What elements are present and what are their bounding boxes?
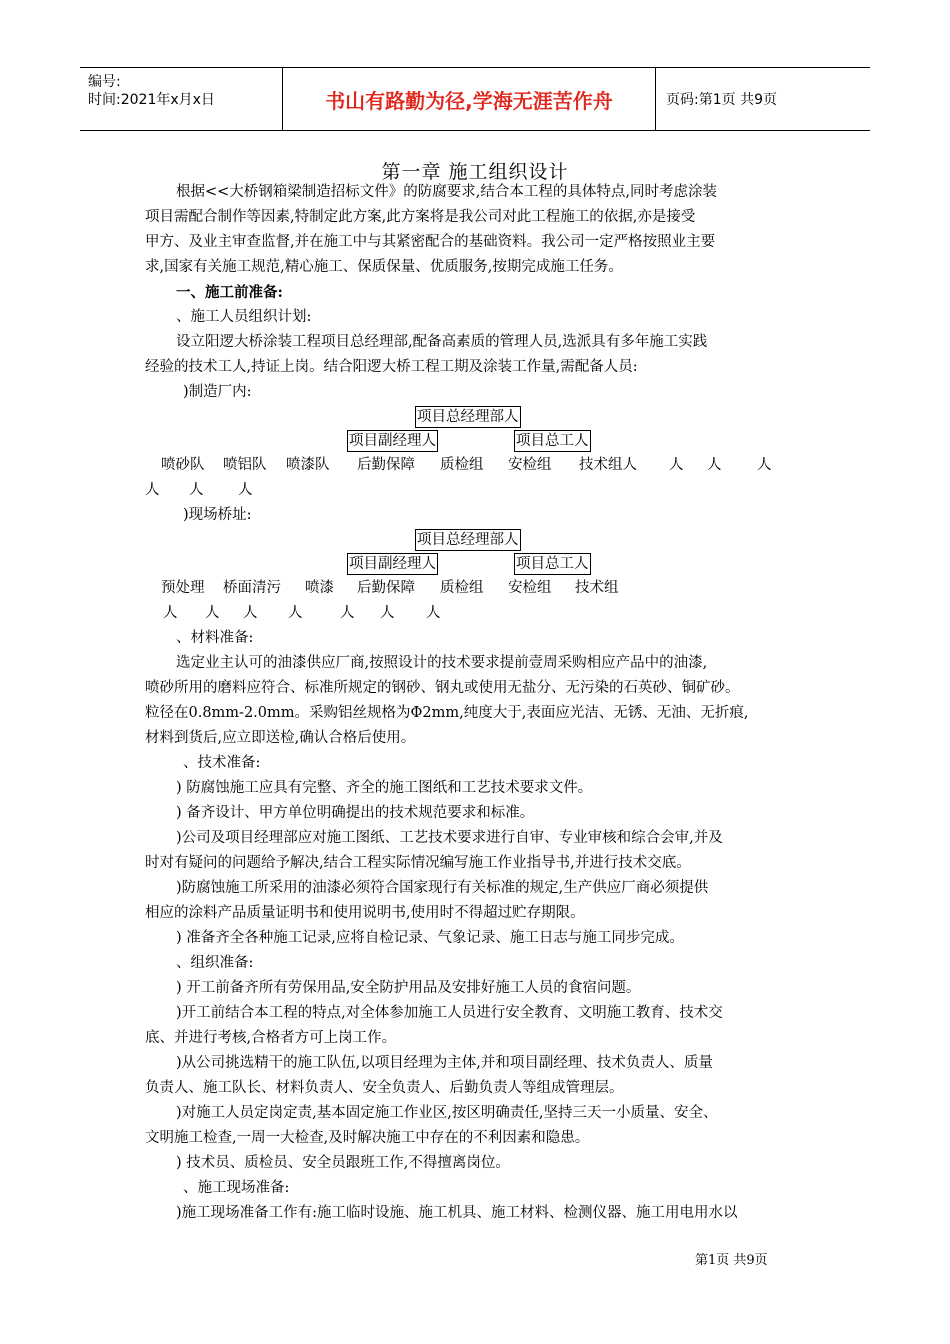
- org-team: 后勤保障: [357, 457, 415, 473]
- technical-item: )公司及项目经理部应对施工图纸、工艺技术要求进行自审、专业审核和综合会审,并及: [176, 830, 723, 846]
- organization-item: )从公司挑选精干的施工队伍,以项目经理为主体,并和项目副经理、技术负责人、质量: [176, 1055, 713, 1071]
- header-motto: 书山有路勤为径,学海无涯苦作舟: [282, 68, 656, 130]
- org-box-general-manager: 项目总经理部人: [415, 406, 521, 428]
- org-people-row: [145, 601, 810, 626]
- site-label: )现场桥址:: [183, 507, 252, 523]
- org-team: 技术组人: [579, 457, 637, 473]
- subsection-heading: 、技术准备:: [183, 755, 261, 771]
- page-header: [80, 67, 870, 131]
- technical-item: ) 准备齐全各种施工记录,应将自检记录、气象记录、施工日志与施工同步完成。: [176, 930, 684, 946]
- org-people: 人: [189, 482, 204, 498]
- staff-text: 设立阳逻大桥涂装工程项目总经理部,配备高素质的管理人员,选派具有多年施工实践: [176, 334, 708, 350]
- org-chart-row: [145, 405, 810, 429]
- org-team: 质检组: [440, 457, 484, 473]
- time-label: 时间:2021年x月x日: [88, 92, 215, 108]
- organization-item: )对施工人员定岗定责,基本固定施工作业区,按区明确责任,坚持三天一小质量、安全、: [176, 1105, 718, 1121]
- document-body: [145, 180, 810, 1226]
- org-people: 人: [163, 605, 178, 621]
- technical-item-cont: 时对有疑问的问题给予解决,结合工程实际情况编写施工作业指导书,并进行技术交底。: [145, 855, 691, 871]
- org-people: 人: [288, 605, 303, 621]
- org-team: 安检组: [508, 457, 552, 473]
- subsection-heading: 、组织准备:: [176, 955, 254, 971]
- org-team: 喷漆: [305, 580, 334, 596]
- organization-item-cont: 文明施工检查,一周一大检查,及时解决施工中存在的不利因素和隐患。: [145, 1130, 590, 1146]
- technical-item-cont: 相应的涂料产品质量证明书和使用说明书,使用时不得超过贮存期限。: [145, 905, 585, 921]
- factory-label: )制造厂内:: [183, 384, 252, 400]
- org-team: 技术组: [575, 580, 619, 596]
- org-teams-row: [145, 576, 810, 601]
- page-footer: 第1页 共9页: [695, 1253, 768, 1268]
- org-chart-row: [145, 552, 810, 576]
- org-people: 人: [238, 482, 253, 498]
- org-box-chief-engineer: 项目总工人: [514, 430, 591, 452]
- organization-item-cont: 底、并进行考核,合格者方可上岗工作。: [145, 1030, 397, 1046]
- organization-item: ) 技术员、质检员、安全员跟班工作,不得擅离岗位。: [176, 1155, 510, 1171]
- subsection-heading: 、材料准备:: [176, 630, 254, 646]
- org-team: 喷铝队: [223, 457, 267, 473]
- section-heading: 一、施工前准备:: [176, 284, 283, 301]
- organization-item-cont: 负责人、施工队长、材料负责人、安全负责人、后勤负责人等组成管理层。: [145, 1080, 624, 1096]
- org-team: 预处理: [161, 580, 205, 596]
- org-team: 后勤保障: [357, 580, 415, 596]
- org-people: 人: [426, 605, 441, 621]
- org-box-deputy-manager: 项目副经理人: [347, 553, 438, 575]
- material-line: 粒径在0.8mm-2.0mm。采购铝丝规格为Φ2mm,纯度大于,表面应光洁、无锈、无油、无折痕,: [145, 705, 749, 721]
- staff-text: 经验的技术工人,持证上岗。结合阳逻大桥工程工期及涂装工作量,需配备人员:: [145, 359, 638, 375]
- org-people: 人: [340, 605, 355, 621]
- org-people: 人: [205, 605, 220, 621]
- material-line: 材料到货后,应立即送检,确认合格后使用。: [145, 730, 416, 746]
- org-box-deputy-manager: 项目副经理人: [347, 430, 438, 452]
- chapter-title: 第一章 施工组织设计: [381, 161, 569, 183]
- technical-item: ) 防腐蚀施工应具有完整、齐全的施工图纸和工艺技术要求文件。: [176, 780, 593, 796]
- org-team: 人: [669, 457, 684, 473]
- org-people: 人: [145, 482, 160, 498]
- org-team: 安检组: [508, 580, 552, 596]
- material-line: 选定业主认可的油漆供应厂商,按照设计的技术要求提前壹周采购相应产品中的油漆,: [176, 655, 708, 671]
- site-prep-line: )施工现场准备工作有:施工临时设施、施工机具、施工材料、检测仪器、施工用电用水以: [176, 1205, 738, 1221]
- organization-item: )开工前结合本工程的特点,对全体参加施工人员进行安全教育、文明施工教育、技术交: [176, 1005, 723, 1021]
- org-chart-row: [145, 528, 810, 552]
- intro-line: 求,国家有关施工规范,精心施工、保质保量、优质服务,按期完成施工任务。: [145, 259, 623, 275]
- org-team: 人: [757, 457, 772, 473]
- org-team: 喷砂队: [161, 457, 205, 473]
- organization-item: ) 开工前备齐所有劳保用品,安全防护用品及安排好施工人员的食宿问题。: [176, 980, 641, 996]
- material-line: 喷砂所用的磨料应符合、标准所规定的钢砂、钢丸或使用无盐分、无污染的石英砂、铜矿砂。: [145, 680, 740, 696]
- org-chart-row: [145, 429, 810, 453]
- org-teams-row: [145, 453, 810, 478]
- org-people: 人: [243, 605, 258, 621]
- technical-item: )防腐蚀施工所采用的油漆必须符合国家现行有关标准的规定,生产供应厂商必须提供: [176, 880, 709, 896]
- intro-line: 甲方、及业主审查监督,并在施工中与其紧密配合的基础资料。我公司一定严格按照业主要: [145, 234, 716, 250]
- intro-line: 项目需配合制作等因素,特制定此方案,此方案将是我公司对此工程施工的依据,亦是接受: [145, 209, 696, 225]
- org-team: 喷漆队: [286, 457, 330, 473]
- intro-line: 根据<<大桥钢箱梁制造招标文件》的防腐要求,结合本工程的具体特点,同时考虑涂装: [176, 184, 718, 200]
- technical-item: ) 备齐设计、甲方单位明确提出的技术规范要求和标准。: [176, 805, 535, 821]
- org-team: 桥面清污: [223, 580, 281, 596]
- org-box-chief-engineer: 项目总工人: [514, 553, 591, 575]
- subsection-heading: 、施工现场准备:: [183, 1180, 290, 1196]
- number-label: 编号:: [88, 74, 121, 90]
- org-team: 人: [707, 457, 722, 473]
- org-box-general-manager: 项目总经理部人: [415, 529, 521, 551]
- subsection-heading: 、施工人员组织计划:: [176, 309, 312, 325]
- org-team: 质检组: [440, 580, 484, 596]
- header-page-label: 页码:第1页 共9页: [666, 92, 777, 108]
- org-people: 人: [380, 605, 395, 621]
- header-info-cell: [80, 68, 282, 130]
- org-people-row: [145, 478, 810, 503]
